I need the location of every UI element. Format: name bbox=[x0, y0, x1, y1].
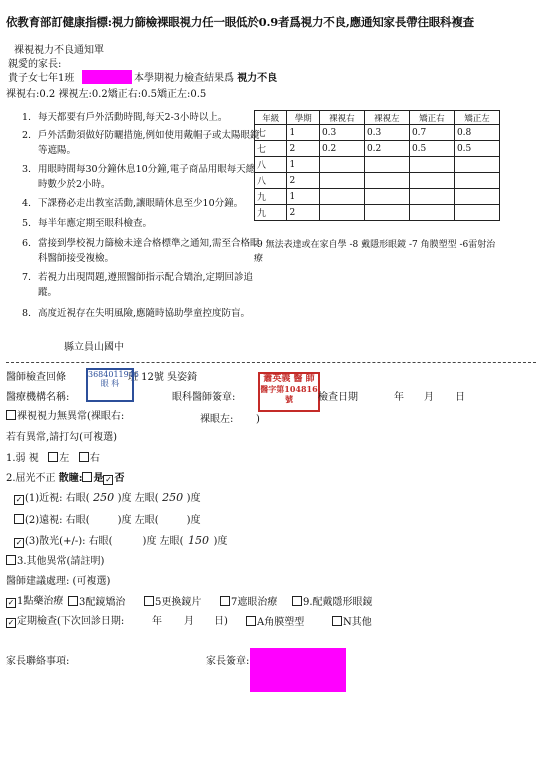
hyperopia-checkbox[interactable] bbox=[14, 514, 24, 524]
other-option bbox=[332, 616, 372, 629]
clinic-stamp bbox=[86, 368, 139, 402]
normal-label: 裸視視力無異常(裸眼右: bbox=[17, 411, 125, 422]
col-header: 矯正左 bbox=[454, 111, 499, 125]
cell bbox=[454, 189, 499, 205]
dilated-no-checkbox[interactable]: ✓ bbox=[105, 475, 112, 484]
amblyopia-label: 1.弱 視 bbox=[6, 453, 39, 464]
result-suffix: 本學期視力檢查結果爲 視力不良 bbox=[134, 73, 278, 84]
astigmatism-mid: )度 左眼( bbox=[142, 536, 184, 547]
orthok-label: A角膜塑型 bbox=[257, 617, 305, 628]
option-checkbox-5[interactable] bbox=[144, 596, 154, 606]
option-3 bbox=[68, 596, 125, 609]
option-checkbox-7[interactable] bbox=[220, 596, 230, 606]
followup-row bbox=[6, 616, 124, 628]
cell: 七 bbox=[255, 125, 287, 141]
myopia-left-value: 250 bbox=[162, 491, 184, 504]
redacted-name bbox=[82, 70, 132, 84]
amblyopia-right-label: 右 bbox=[89, 453, 100, 464]
cell bbox=[319, 205, 364, 221]
col-header: 裸視左 bbox=[364, 111, 409, 125]
followup-day: 日) bbox=[214, 616, 228, 627]
followup-year: 年 bbox=[152, 616, 162, 627]
suggestion-heading: 醫師建議處理: (可複選) bbox=[6, 576, 111, 587]
cell: 0.5 bbox=[454, 141, 499, 157]
option-7 bbox=[220, 596, 277, 609]
cut-line bbox=[6, 362, 536, 363]
cell: 八 bbox=[255, 157, 287, 173]
cell: 2 bbox=[287, 205, 319, 221]
naked-left-label: 裸眼左: bbox=[200, 414, 234, 425]
dilated-no-label: 否 bbox=[114, 473, 125, 484]
amblyopia-right-checkbox[interactable] bbox=[79, 452, 89, 462]
abnormal-label: 若有異常,請打勾(可複選) bbox=[6, 432, 117, 443]
normal-row[interactable] bbox=[6, 410, 124, 423]
cell bbox=[364, 205, 409, 221]
reply-heading: 醫師檢查回條 bbox=[6, 372, 66, 383]
astigmatism-end: )度 bbox=[213, 536, 228, 547]
orthok-option bbox=[246, 616, 304, 629]
greeting: 親愛的家長: bbox=[8, 59, 62, 70]
cell: 九 bbox=[255, 189, 287, 205]
cell: 八 bbox=[255, 173, 287, 189]
other-option-label: N其他 bbox=[343, 617, 372, 628]
table-row bbox=[255, 173, 500, 189]
option-checkbox-1[interactable]: ✓ bbox=[7, 598, 15, 607]
col-header: 年級 bbox=[255, 111, 287, 125]
col-header: 矯正右 bbox=[409, 111, 454, 125]
date-label: 檢查日期 bbox=[318, 392, 358, 403]
normal-checkbox[interactable] bbox=[6, 410, 16, 420]
cell bbox=[454, 205, 499, 221]
doctor-title: 醫 師 bbox=[293, 374, 315, 384]
dilated-yes-checkbox[interactable] bbox=[82, 472, 92, 482]
cell: 1 bbox=[287, 157, 319, 173]
option-label-3: 3配鏡矯治 bbox=[79, 597, 126, 608]
hyperopia-row bbox=[14, 514, 201, 527]
followup-month: 月 bbox=[184, 616, 194, 627]
option-9 bbox=[292, 596, 373, 609]
doctor-license: 醫字第104816號 bbox=[260, 384, 318, 404]
myopia-right-value: 250 bbox=[93, 491, 115, 504]
close-paren: ) bbox=[256, 414, 260, 425]
option-label-1: 1點藥治療 bbox=[17, 596, 64, 607]
clinic-stamp-text: 眼 科 bbox=[100, 379, 120, 388]
amblyopia-left-label: 左 bbox=[59, 453, 70, 464]
hyperopia-label: (2)遠視: 右眼( bbox=[25, 515, 90, 526]
followup-label: 定期檢查(下次回診日期: bbox=[17, 616, 125, 627]
table-row bbox=[255, 189, 500, 205]
other-option-checkbox[interactable] bbox=[332, 616, 342, 626]
myopia-checkbox[interactable]: ✓ bbox=[15, 495, 23, 504]
vision-history-table bbox=[254, 110, 500, 221]
myopia-mid: )度 左眼( bbox=[117, 493, 159, 504]
option-checkbox-9[interactable] bbox=[292, 596, 302, 606]
astigmatism-left-value: 150 bbox=[188, 534, 210, 547]
cell: 2 bbox=[287, 173, 319, 189]
class-info: 班 12號 吳姿錡 bbox=[128, 372, 198, 383]
other-checkbox[interactable] bbox=[6, 555, 16, 565]
cell bbox=[454, 173, 499, 189]
other-row bbox=[6, 555, 104, 568]
followup-checkbox[interactable]: ✓ bbox=[7, 618, 15, 627]
page-title: 依教育部訂健康指標:視力篩檢裸眼視力任一眼低於0.9者爲視力不良,應通知家長帶往眼科複查 bbox=[6, 15, 474, 29]
astigmatism-label: (3)散光(+/-): 右眼( bbox=[25, 536, 113, 547]
cell: 0.2 bbox=[364, 141, 409, 157]
col-header: 學期 bbox=[287, 111, 319, 125]
cell bbox=[364, 173, 409, 189]
cell: 七 bbox=[255, 141, 287, 157]
cell: 1 bbox=[287, 125, 319, 141]
amblyopia-left-checkbox[interactable] bbox=[48, 452, 58, 462]
cell bbox=[364, 189, 409, 205]
date-year: 年 bbox=[394, 392, 404, 403]
cell: 0.3 bbox=[364, 125, 409, 141]
option-label-7: 7遮眼治療 bbox=[231, 597, 278, 608]
cell: 九 bbox=[255, 205, 287, 221]
table-note: -9 無法表達或在家自學 -8 戴隱形眼鏡 -7 角膜塑型 -6雷射治療 bbox=[254, 240, 496, 264]
col-header: 裸視右 bbox=[319, 111, 364, 125]
cell bbox=[364, 157, 409, 173]
options-row bbox=[6, 596, 63, 608]
hyperopia-mid: )度 左眼( bbox=[117, 515, 159, 526]
table-row bbox=[255, 205, 500, 221]
amblyopia-row bbox=[6, 452, 100, 465]
clinic-code: 3684011946 bbox=[88, 370, 139, 379]
cell bbox=[409, 157, 454, 173]
clinic-label: 醫療機構名稱: bbox=[6, 392, 70, 403]
option-label-5: 5更換鏡片 bbox=[155, 597, 202, 608]
doctor-name: 蕭英義 bbox=[263, 374, 291, 384]
astigmatism-row bbox=[14, 535, 227, 548]
cell: 1 bbox=[287, 189, 319, 205]
refraction-row bbox=[6, 472, 124, 485]
cell bbox=[409, 173, 454, 189]
other-label: 3.其他異常(請註明) bbox=[17, 556, 105, 567]
table-row bbox=[255, 157, 500, 173]
result-prefix: 貴子女七年1班 bbox=[8, 73, 75, 84]
school-name: 縣立員山國中 bbox=[64, 342, 124, 353]
dilated-yes-label: 是 bbox=[93, 473, 104, 484]
cell bbox=[319, 157, 364, 173]
contact-label: 家長聯絡事項: bbox=[6, 656, 70, 667]
table-row bbox=[255, 141, 500, 157]
cell bbox=[409, 205, 454, 221]
cell bbox=[319, 189, 364, 205]
cell bbox=[409, 189, 454, 205]
hyperopia-end: )度 bbox=[186, 515, 201, 526]
cell bbox=[454, 157, 499, 173]
vision-line: 裸視右:0.2 裸視左:0.2矯正右:0.5矯正左:0.5 bbox=[6, 89, 207, 100]
astigmatism-checkbox[interactable]: ✓ bbox=[15, 538, 23, 547]
cell: 2 bbox=[287, 141, 319, 157]
refraction-label: 2.屈光不正 bbox=[6, 473, 56, 484]
myopia-end: )度 bbox=[186, 493, 201, 504]
dilated-label: 散瞳: bbox=[58, 473, 83, 484]
option-label-9: 9.配戴隱形眼鏡 bbox=[303, 597, 373, 608]
cell bbox=[319, 173, 364, 189]
cell: 0.8 bbox=[454, 125, 499, 141]
myopia-label: (1)近視: 右眼( bbox=[25, 493, 90, 504]
date-month: 月 bbox=[424, 392, 434, 403]
cell: 0.2 bbox=[319, 141, 364, 157]
option-5 bbox=[144, 596, 201, 609]
doctor-sign-label: 眼科醫師簽章: bbox=[172, 392, 236, 403]
orthok-checkbox[interactable] bbox=[246, 616, 256, 626]
cell: 0.7 bbox=[409, 125, 454, 141]
table-row bbox=[255, 125, 500, 141]
option-checkbox-3[interactable] bbox=[68, 596, 78, 606]
redacted-signature bbox=[250, 648, 346, 692]
doctor-seal bbox=[258, 372, 320, 412]
cell: 0.3 bbox=[319, 125, 364, 141]
cell: 0.5 bbox=[409, 141, 454, 157]
date-day: 日 bbox=[455, 392, 465, 403]
myopia-row bbox=[14, 492, 201, 505]
parent-sign-label: 家長簽章: bbox=[206, 656, 250, 667]
notice-heading: 裸視視力不良通知單 bbox=[14, 45, 104, 56]
